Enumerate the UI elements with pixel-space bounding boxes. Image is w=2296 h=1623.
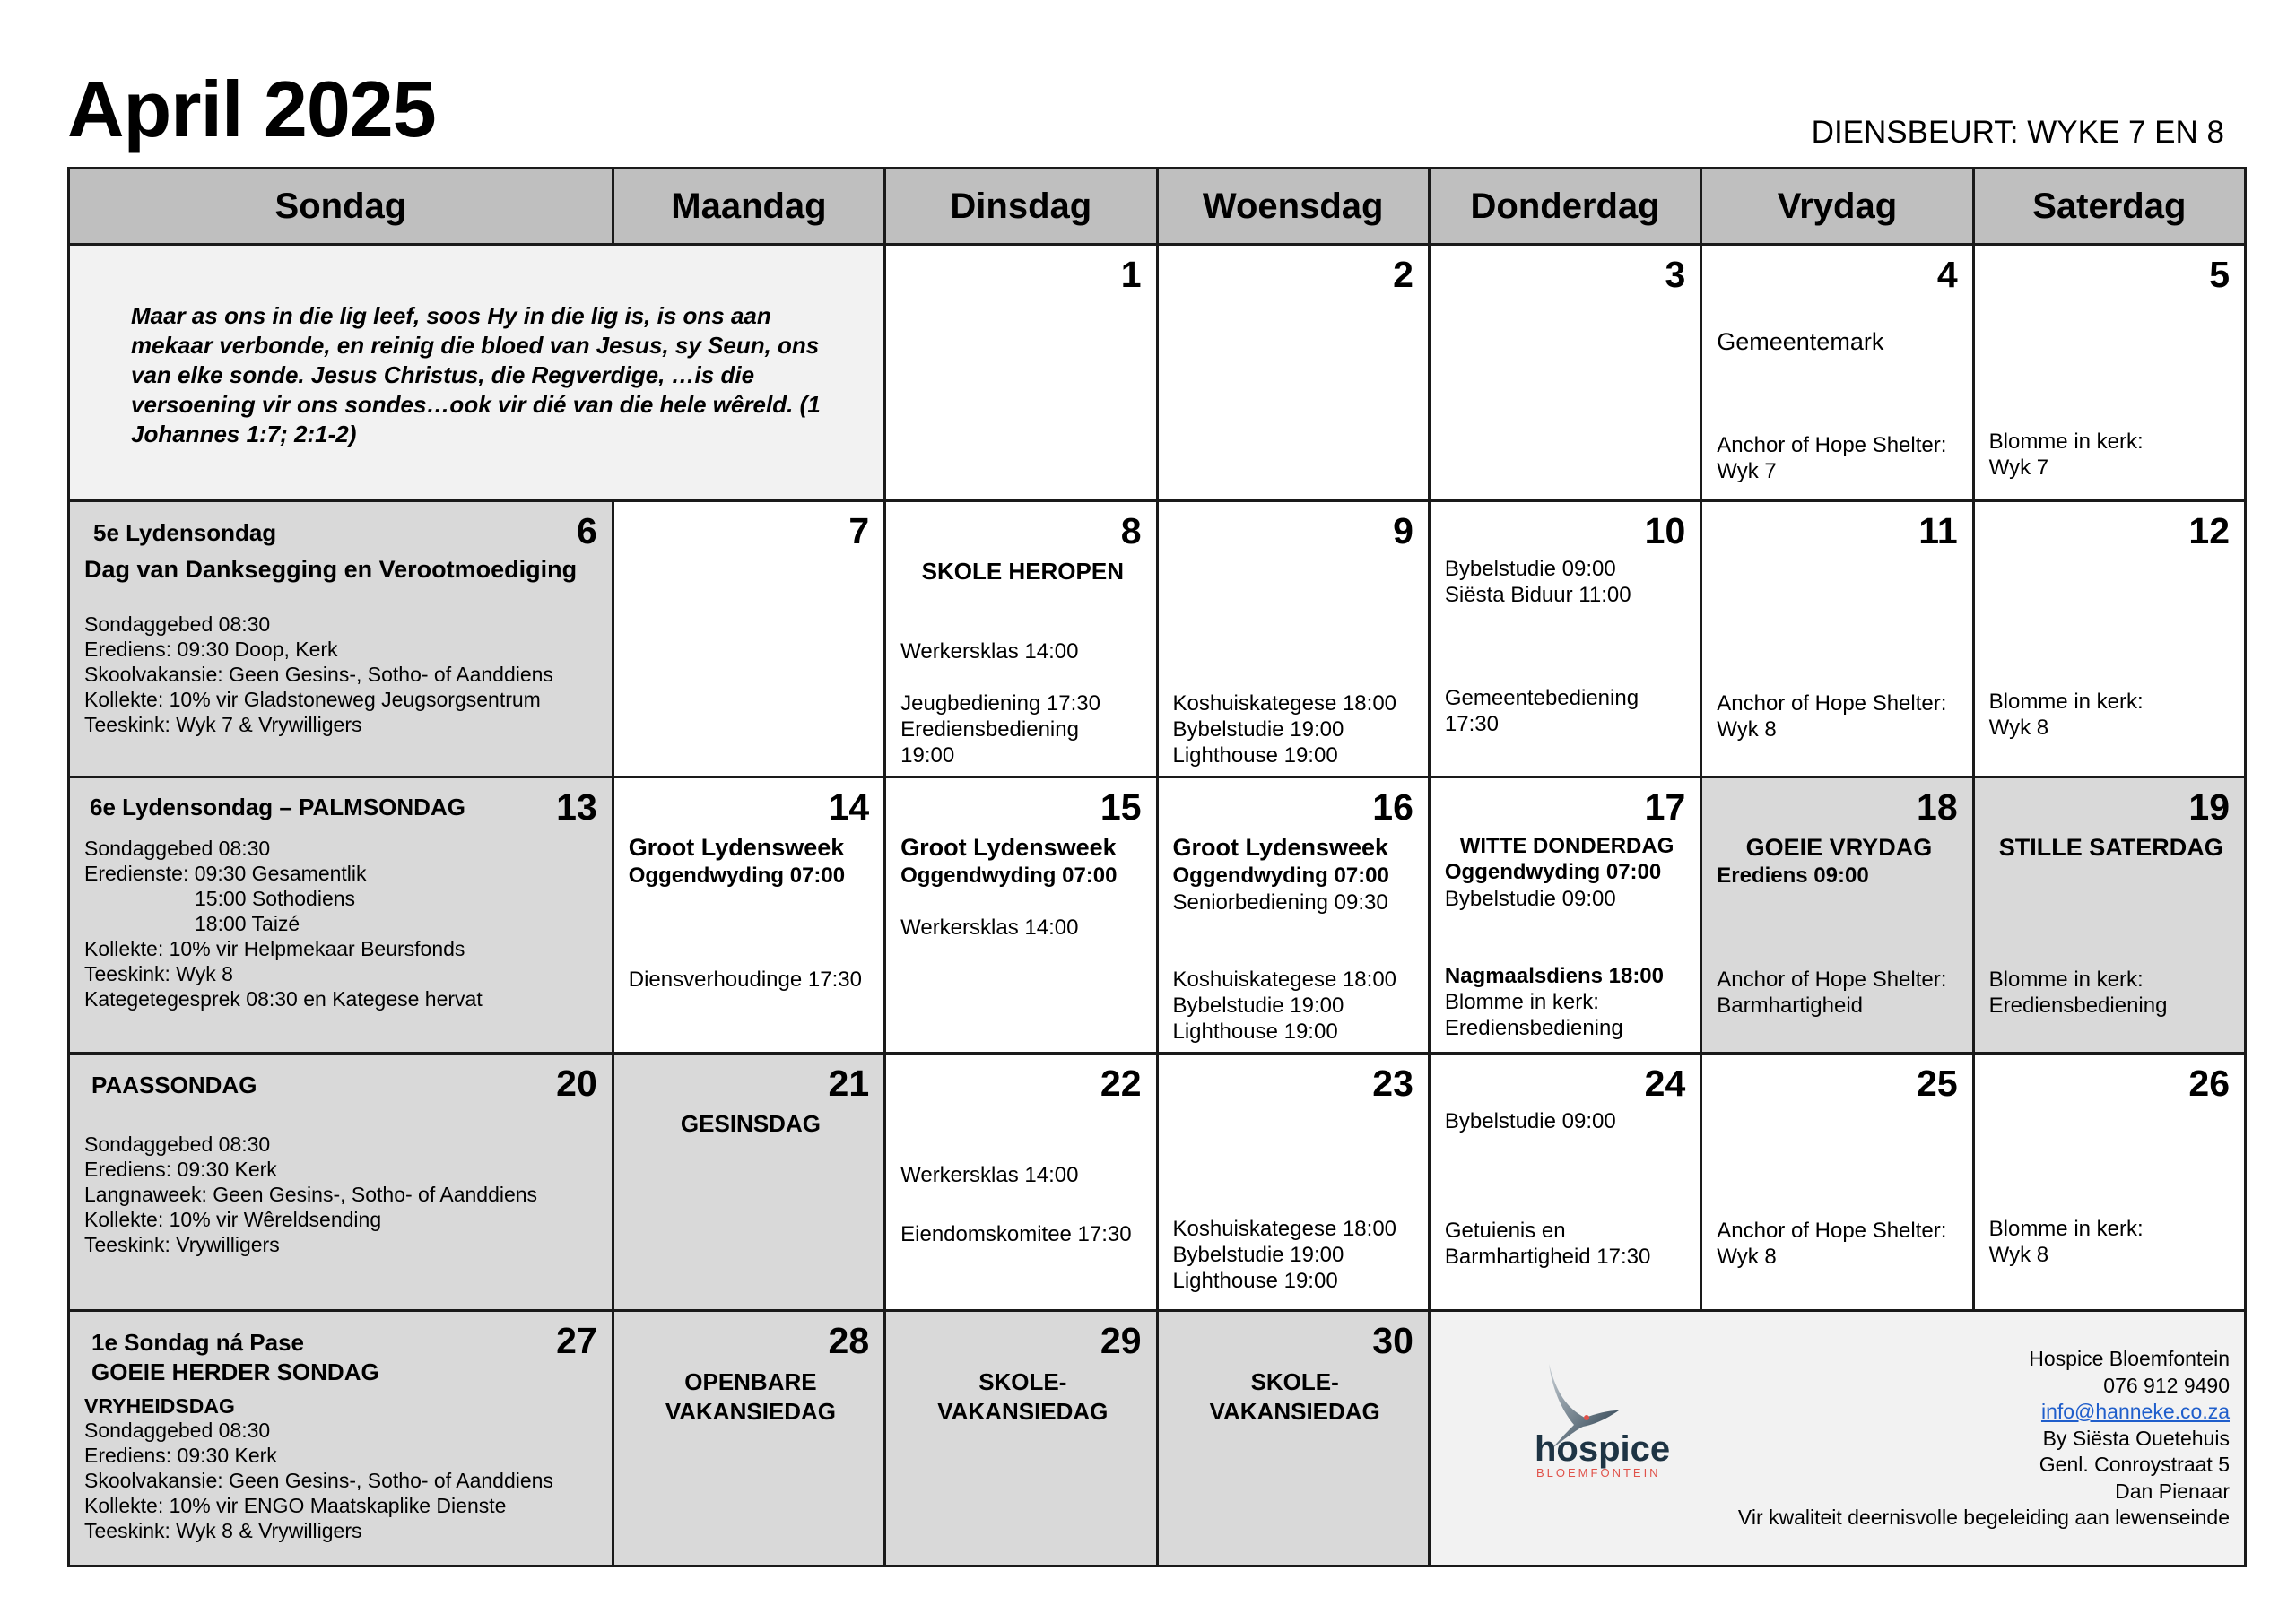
day-cell-25[interactable] [1701,1054,1973,1311]
school-reopen-heading: SKOLE HEROPEN [921,558,1124,585]
event-line: Bybelstudie 09:00 [1444,557,1616,581]
family-day-heading: GESINSDAG [680,1110,821,1137]
day-cell-24[interactable] [1429,1054,1700,1311]
note-line: Wyk 7 [1988,456,2049,480]
flowers-note [1989,429,2233,481]
day-number: 1 [1120,254,1142,295]
day-number: 6 [576,510,597,551]
note-line: Anchor of Hope Shelter: [1717,691,1947,716]
week-row-4 [69,1054,2246,1311]
svg-text:BLOEMFONTEIN: BLOEMFONTEIN [1535,1466,1661,1480]
schedule-line: 18:00 Taizé [195,912,300,935]
day-number: 19 [2188,786,2230,828]
day-number: 10 [1644,510,1686,551]
day-cell-29[interactable] [885,1311,1157,1567]
day-number: 29 [1100,1320,1142,1361]
day-cell-3[interactable] [1429,245,1700,501]
day-cell-23[interactable] [1157,1054,1429,1311]
day-number: 30 [1372,1320,1413,1361]
day-cell-13[interactable] [69,777,613,1054]
day-cell-1[interactable] [885,245,1157,501]
public-holiday-heading [629,1367,873,1427]
schedule-line: Erediens: 09:30 Kerk [84,1444,277,1467]
verse-cell [69,245,885,501]
phone-number: 076 912 9490 [2103,1373,2230,1397]
day-cell-9[interactable] [1157,501,1429,777]
note-line: Anchor of Hope Shelter: [1717,1219,1947,1243]
day-cell-2[interactable] [1157,245,1429,501]
event-line: Koshuiskategese 18:00 [1172,968,1397,992]
week-row-3 [69,777,2246,1054]
day-number: 12 [2188,510,2230,551]
school-holiday-heading [900,1367,1144,1427]
schedule-line: Sondaggebed 08:30 [84,1133,271,1156]
event-line: Jeugbediening 17:30 [900,691,1100,716]
note-line: Wyk 7 [1717,459,1777,483]
event-line: Bybelstudie 09:00 [1444,1109,1616,1133]
schedule-line: Teeskink: Wyk 7 & Vrywilligers [84,713,362,736]
day-cell-15[interactable] [885,777,1157,1054]
day-cell-18[interactable] [1701,777,1973,1054]
svg-text:hospice: hospice [1534,1429,1671,1469]
day-number: 20 [556,1063,597,1104]
tagline: Vir kwaliteit deernisvolle begeleiding aan lewenseinde [1737,1506,2230,1529]
event-line: 19:00 [900,743,955,768]
sunday-schedule [84,1132,601,1257]
evening-events [1173,690,1417,768]
sunday-title: 6e Lydensondag – PALMSONDAG [90,794,465,820]
event-line: Lighthouse 19:00 [1172,1269,1338,1293]
holy-saturday-heading: STILLE SATERDAG [1998,834,2223,861]
note-line: Blomme in kerk: [1988,968,2144,992]
schedule-line: Sondaggebed 08:30 [84,1419,271,1442]
event-line: Getuienis en [1444,1219,1566,1243]
schedule-line: Teeskink: Vrywilligers [84,1233,280,1256]
day-cell-12[interactable] [1973,501,2245,777]
weekday-header-row [69,169,2246,245]
heading-line: SKOLE- [978,1368,1067,1395]
event-line: Bybelstudie 19:00 [1172,994,1344,1018]
heading-line: OPENBARE [684,1368,817,1395]
holy-week-heading: Groot Lydensweek [628,834,845,861]
heading-line: VAKANSIEDAG [937,1398,1109,1425]
event-line: Bybelstudie 19:00 [1172,1243,1344,1267]
day-cell-11[interactable] [1701,501,1973,777]
day-number: 22 [1100,1063,1142,1104]
day-cell-22[interactable] [885,1054,1157,1311]
day-cell-14[interactable] [613,777,884,1054]
weekday-woensdag: Woensdag [1157,169,1429,245]
flowers-note [1989,1216,2233,1268]
morning-devotion: Oggendwyding 07:00 [1444,860,1662,884]
day-number: 7 [848,510,870,551]
outreach-note [1717,432,1961,484]
schedule-line: Sondaggebed 08:30 [84,612,271,636]
event-line: Gemeentebediening [1444,686,1639,710]
schedule-line: Skoolvakansie: Geen Gesins-, Sotho- of Aanddiens [84,1469,553,1492]
day-number: 24 [1644,1063,1686,1104]
hospice-logo [1493,1355,1673,1480]
note-line: Wyk 8 [1988,1243,2049,1267]
event-line: Diensverhoudinge 17:30 [628,968,862,992]
note-line: Wyk 8 [1988,716,2049,740]
address-line: Dan Pienaar [2115,1479,2230,1503]
schedule-line: Langnaweek: Geen Gesins-, Sotho- of Aanddiens [84,1183,538,1206]
schedule-line: Eredienste: 09:30 Gesamentlik [84,862,367,885]
note-line: Blomme in kerk: [1988,430,2144,454]
day-cell-10[interactable] [1429,501,1700,777]
day-cell-20[interactable] [69,1054,613,1311]
service-time: Erediens 09:00 [1717,864,1869,888]
day-number: 3 [1665,254,1686,295]
morning-devotion: Oggendwyding 07:00 [1172,864,1389,888]
day-cell-27[interactable] [69,1311,613,1567]
weekday-vrydag: Vrydag [1701,169,1973,245]
day-cell-7[interactable] [613,501,884,777]
duty-roster-label: DIENSBEURT: WYKE 7 EN 8 [1811,115,2224,150]
sunday-subtitle: Dag van Danksegging en Verootmoediging [84,556,578,583]
schedule-line: Kollekte: 10% vir Gladstoneweg Jeugsorgsentrum [84,688,541,711]
event-line: Bybelstudie 09:00 [1444,887,1616,911]
day-cell-28[interactable] [613,1311,884,1567]
outreach-note [1717,1218,1961,1270]
heading-line: VAKANSIEDAG [1209,1398,1380,1425]
sunday-title [91,1328,379,1386]
freedom-day-label: VRYHEIDSDAG [84,1394,235,1418]
event-line: Seniorbediening 09:30 [1172,890,1388,915]
note-line: Anchor of Hope Shelter: [1717,968,1947,992]
day-number: 11 [1918,510,1958,551]
weekday-dinsdag: Dinsdag [885,169,1157,245]
note-line: Erediensbediening [1444,1016,1623,1040]
note-line: Wyk 8 [1717,717,1777,742]
outreach-note [1717,967,1961,1019]
schedule-line: Erediens: 09:30 Kerk [84,1158,277,1181]
note-line: Wyk 8 [1717,1245,1777,1269]
weekday-saterdag: Saterdag [1973,169,2245,245]
event-line: Werkersklas 14:00 [900,639,1079,664]
outreach-note [1717,690,1961,742]
bible-verse: Maar as ons in die lig leef, soos Hy in die lig is, is ons aan mekaar verbonde, en reinig die bloed van Jesus, sy Seun, ons van elke sonde. Jesus Christus, die Regverdige, …is die versoening vir ons sondes…ook vir dié van die hele wêreld. (1 Johannes 1:7; 2:1-2) [131,302,821,447]
day-number: 8 [1120,510,1142,551]
evening-events [1445,963,1689,1041]
day-number: 4 [1936,254,1958,295]
schedule-line: Teeskink: Wyk 8 [84,962,233,985]
day-number: 16 [1372,786,1413,828]
day-cell-4[interactable] [1701,245,1973,501]
event-line: Koshuiskategese 18:00 [1172,691,1397,716]
schedule-line: Kollekte: 10% vir Helpmekaar Beursfonds [84,937,465,960]
event-line: Werkersklas 14:00 [900,1163,1079,1187]
good-friday-heading: GOEIE VRYDAG [1745,834,1933,861]
event-line: Barmhartigheid 17:30 [1444,1245,1651,1269]
event-gemeentemark: Gemeentemark [1717,328,1884,355]
day-cell-19[interactable] [1973,777,2245,1054]
schedule-line: Erediens: 09:30 Doop, Kerk [84,638,338,661]
note-line: Blomme in kerk: [1988,1217,2144,1241]
day-number: 23 [1372,1063,1413,1104]
event-line: Eiendomskomitee 17:30 [900,1222,1132,1246]
day-number: 28 [828,1320,870,1361]
day-cell-16[interactable] [1157,777,1429,1054]
day-number: 18 [1917,786,1958,828]
holy-week-heading: Groot Lydensweek [900,834,1117,861]
day-number: 2 [1393,254,1413,295]
day-number: 9 [1393,510,1413,551]
morning-devotion: Oggendwyding 07:00 [900,864,1118,888]
day-cell-17[interactable] [1429,777,1700,1054]
week-row-2 [69,501,2246,777]
flowers-note [1989,967,2233,1019]
day-cell-26[interactable] [1973,1054,2245,1311]
address-line: By Siësta Ouetehuis [2042,1426,2230,1450]
note-line: Erediensbediening [1988,994,2168,1018]
school-holiday-heading [1173,1367,1417,1427]
morning-devotion: Oggendwyding 07:00 [628,864,846,888]
maundy-thursday-heading: WITTE DONDERDAG [1459,834,1674,858]
sunday-schedule [84,836,601,1011]
day-number: 26 [2188,1063,2230,1104]
schedule-line: 15:00 Sothodiens [195,887,356,910]
event-line: Lighthouse 19:00 [1172,743,1338,768]
evening-events [1173,1216,1417,1294]
note-line: Barmhartigheid [1717,994,1863,1018]
schedule-line: Teeskink: Wyk 8 & Vrywilligers [84,1519,362,1542]
week-row-5 [69,1311,2246,1567]
weekday-donderdag: Donderdag [1429,169,1700,245]
note-line: Blomme in kerk: [1988,690,2144,714]
event-line: Lighthouse 19:00 [1172,1020,1338,1044]
hospice-contact [1738,1346,2230,1532]
page-title: April 2025 [67,65,436,153]
evening-events [900,690,1144,768]
sunday-title: 5e Lydensondag [93,519,277,546]
event-line: Werkersklas 14:00 [900,916,1079,940]
note-line: Blomme in kerk: [1444,990,1599,1014]
weekday-sondag: Sondag [69,169,613,245]
evening-events [1445,685,1689,737]
day-cell-30[interactable] [1157,1311,1429,1567]
week-row-1 [69,245,2246,501]
schedule-line: Kollekte: 10% vir Wêreldsending [84,1208,382,1231]
event-line: Erediensbediening [900,717,1079,742]
email-link[interactable]: info@hanneke.co.za [2040,1400,2230,1423]
event-line: 17:30 [1444,712,1499,736]
event-line: Siësta Biduur 11:00 [1444,583,1631,607]
sunday-schedule [84,1418,601,1543]
communion-service: Nagmaalsdiens 18:00 [1444,964,1664,988]
schedule-line: Skoolvakansie: Geen Gesins-, Sotho- of Aanddiens [84,663,553,686]
day-number: 21 [828,1063,870,1104]
holy-week-heading: Groot Lydensweek [1172,834,1389,861]
schedule-line: Kategetegesprek 08:30 en Kategese hervat [84,987,483,1011]
day-number: 15 [1100,786,1142,828]
heading-line: SKOLE- [1250,1368,1339,1395]
day-number: 13 [556,786,597,828]
weekday-maandag: Maandag [613,169,884,245]
address-line: Genl. Conroystraat 5 [2039,1453,2230,1476]
day-number: 14 [828,786,870,828]
day-cell-21[interactable] [613,1054,884,1311]
morning-events [1445,556,1689,608]
event-line: Koshuiskategese 18:00 [1172,1217,1397,1241]
flowers-note [1989,689,2233,741]
day-number: 25 [1917,1063,1958,1104]
day-cell-6[interactable] [69,501,613,777]
schedule-line: Sondaggebed 08:30 [84,837,271,860]
hospice-ad-cell [1429,1311,2245,1567]
swallow-bird-icon [1493,1355,1673,1480]
sunday-title-line: 1e Sondag ná Pase [91,1329,304,1356]
day-number: 27 [556,1320,597,1361]
note-line: Anchor of Hope Shelter: [1717,433,1947,457]
good-shepherd-sunday: GOEIE HERDER SONDAG [91,1358,379,1385]
evening-events [1445,1218,1689,1270]
event-line: Bybelstudie 19:00 [1172,717,1344,742]
schedule-line: Kollekte: 10% vir ENGO Maatskaplike Dienste [84,1494,507,1517]
evening-events [1173,967,1417,1045]
day-cell-8[interactable] [885,501,1157,777]
sunday-title: PAASSONDAG [91,1072,257,1098]
day-number: 17 [1644,786,1686,828]
heading-line: VAKANSIEDAG [665,1398,837,1425]
sunday-schedule [84,612,601,737]
day-number: 5 [2209,254,2230,295]
day-cell-5[interactable] [1973,245,2245,501]
org-name: Hospice Bloemfontein [2029,1347,2230,1370]
calendar-grid [67,167,2247,1567]
